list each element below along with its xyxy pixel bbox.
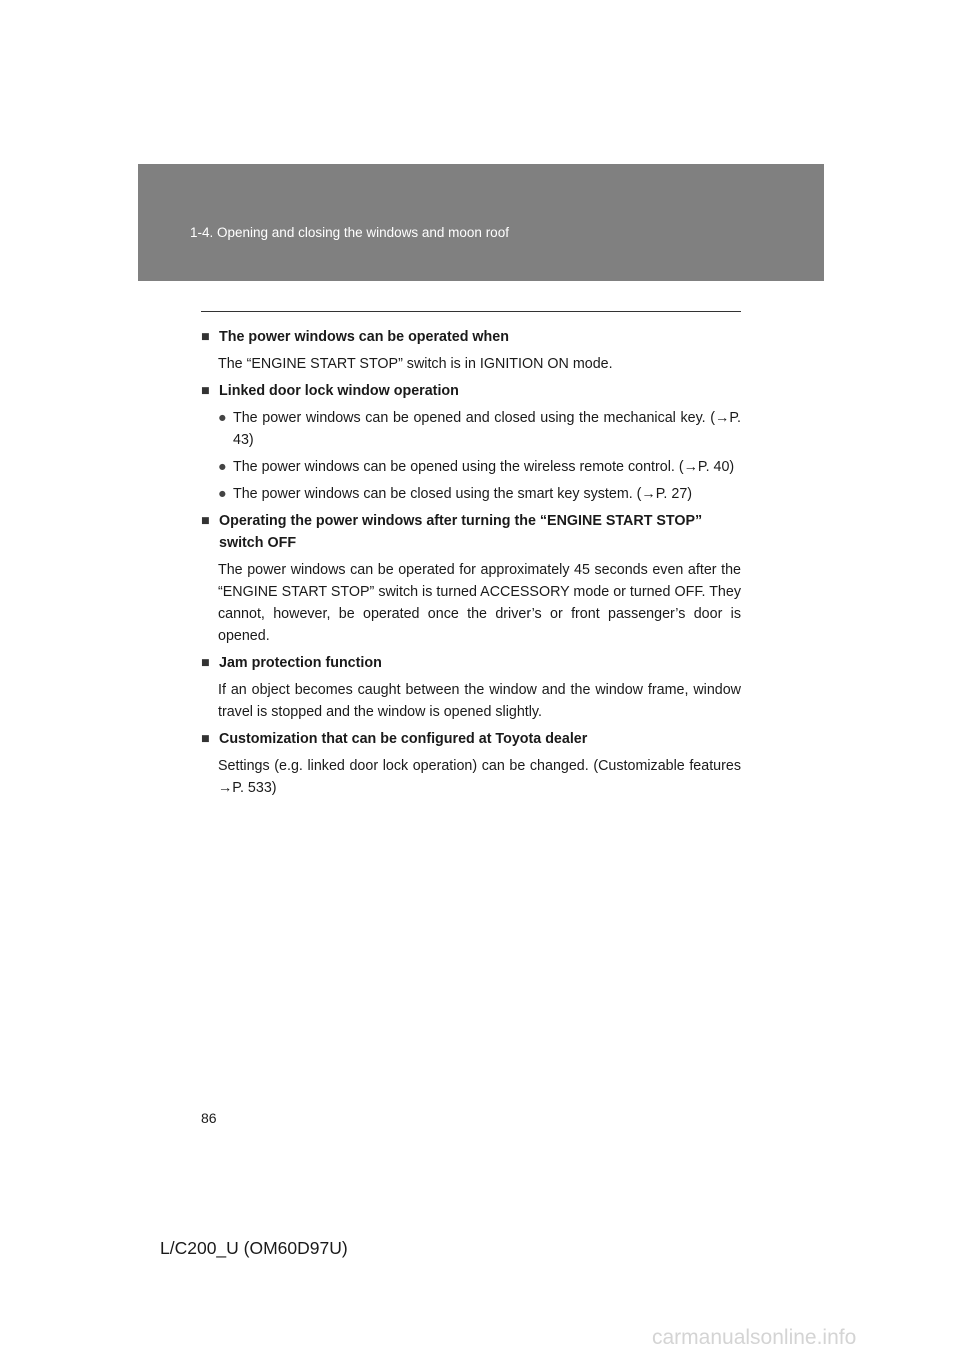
list-item-text: The power windows can be closed using the smart key system. (→P. 27): [233, 486, 693, 502]
list-item-text: The power windows can be opened using the wireless remote control. (→P. 40): [233, 459, 735, 475]
header-band: [138, 164, 824, 281]
section-body: The power windows can be operated for approximately 45 seconds even after the “ENGINE START STOP” switch is turned ACCESSORY mode or turned OFF. They cannot, however, be operated once the driver’s or front passenger’s door is opened.: [218, 562, 741, 644]
section-heading: [201, 728, 741, 750]
square-bullet-icon: ■: [201, 513, 210, 529]
list-item: [201, 407, 741, 451]
section-body: The “ENGINE START STOP” switch is in IGNITION ON mode.: [218, 356, 613, 372]
square-bullet-icon: ■: [201, 329, 210, 345]
document-code: L/C200_U (OM60D97U): [160, 1238, 348, 1258]
section-heading: [201, 510, 741, 554]
header-divider: [201, 311, 741, 312]
page-content: [201, 326, 741, 799]
round-bullet-icon: ●: [218, 459, 227, 475]
watermark: carmanualsonline.info: [652, 1326, 857, 1349]
square-bullet-icon: ■: [201, 383, 210, 399]
section-body: If an object becomes caught between the window and the window frame, window travel is stopped and the window is opened slightly.: [218, 682, 741, 720]
section-heading: [201, 380, 741, 402]
heading-text: Jam protection function: [219, 655, 382, 671]
list-item: [201, 483, 741, 505]
square-bullet-icon: ■: [201, 731, 210, 747]
section-heading: [201, 652, 741, 674]
section-body: Settings (e.g. linked door lock operation) can be changed. (Customizable features →P. 533): [218, 758, 741, 796]
heading-text: Linked door lock window operation: [219, 383, 459, 399]
section-heading: [201, 326, 741, 348]
list-item-text: The power windows can be opened and closed using the mechanical key. (→P. 43): [233, 410, 741, 448]
round-bullet-icon: ●: [218, 410, 227, 426]
heading-text: Customization that can be configured at Toyota dealer: [219, 731, 588, 747]
round-bullet-icon: ●: [218, 486, 227, 502]
heading-text: The power windows can be operated when: [219, 329, 509, 345]
square-bullet-icon: ■: [201, 655, 210, 671]
section-title: 1-4. Opening and closing the windows and moon roof: [190, 225, 509, 240]
heading-text: Operating the power windows after turning the “ENGINE START STOP” switch OFF: [219, 513, 703, 551]
page-number: 86: [201, 1110, 217, 1126]
list-item: [201, 456, 741, 478]
